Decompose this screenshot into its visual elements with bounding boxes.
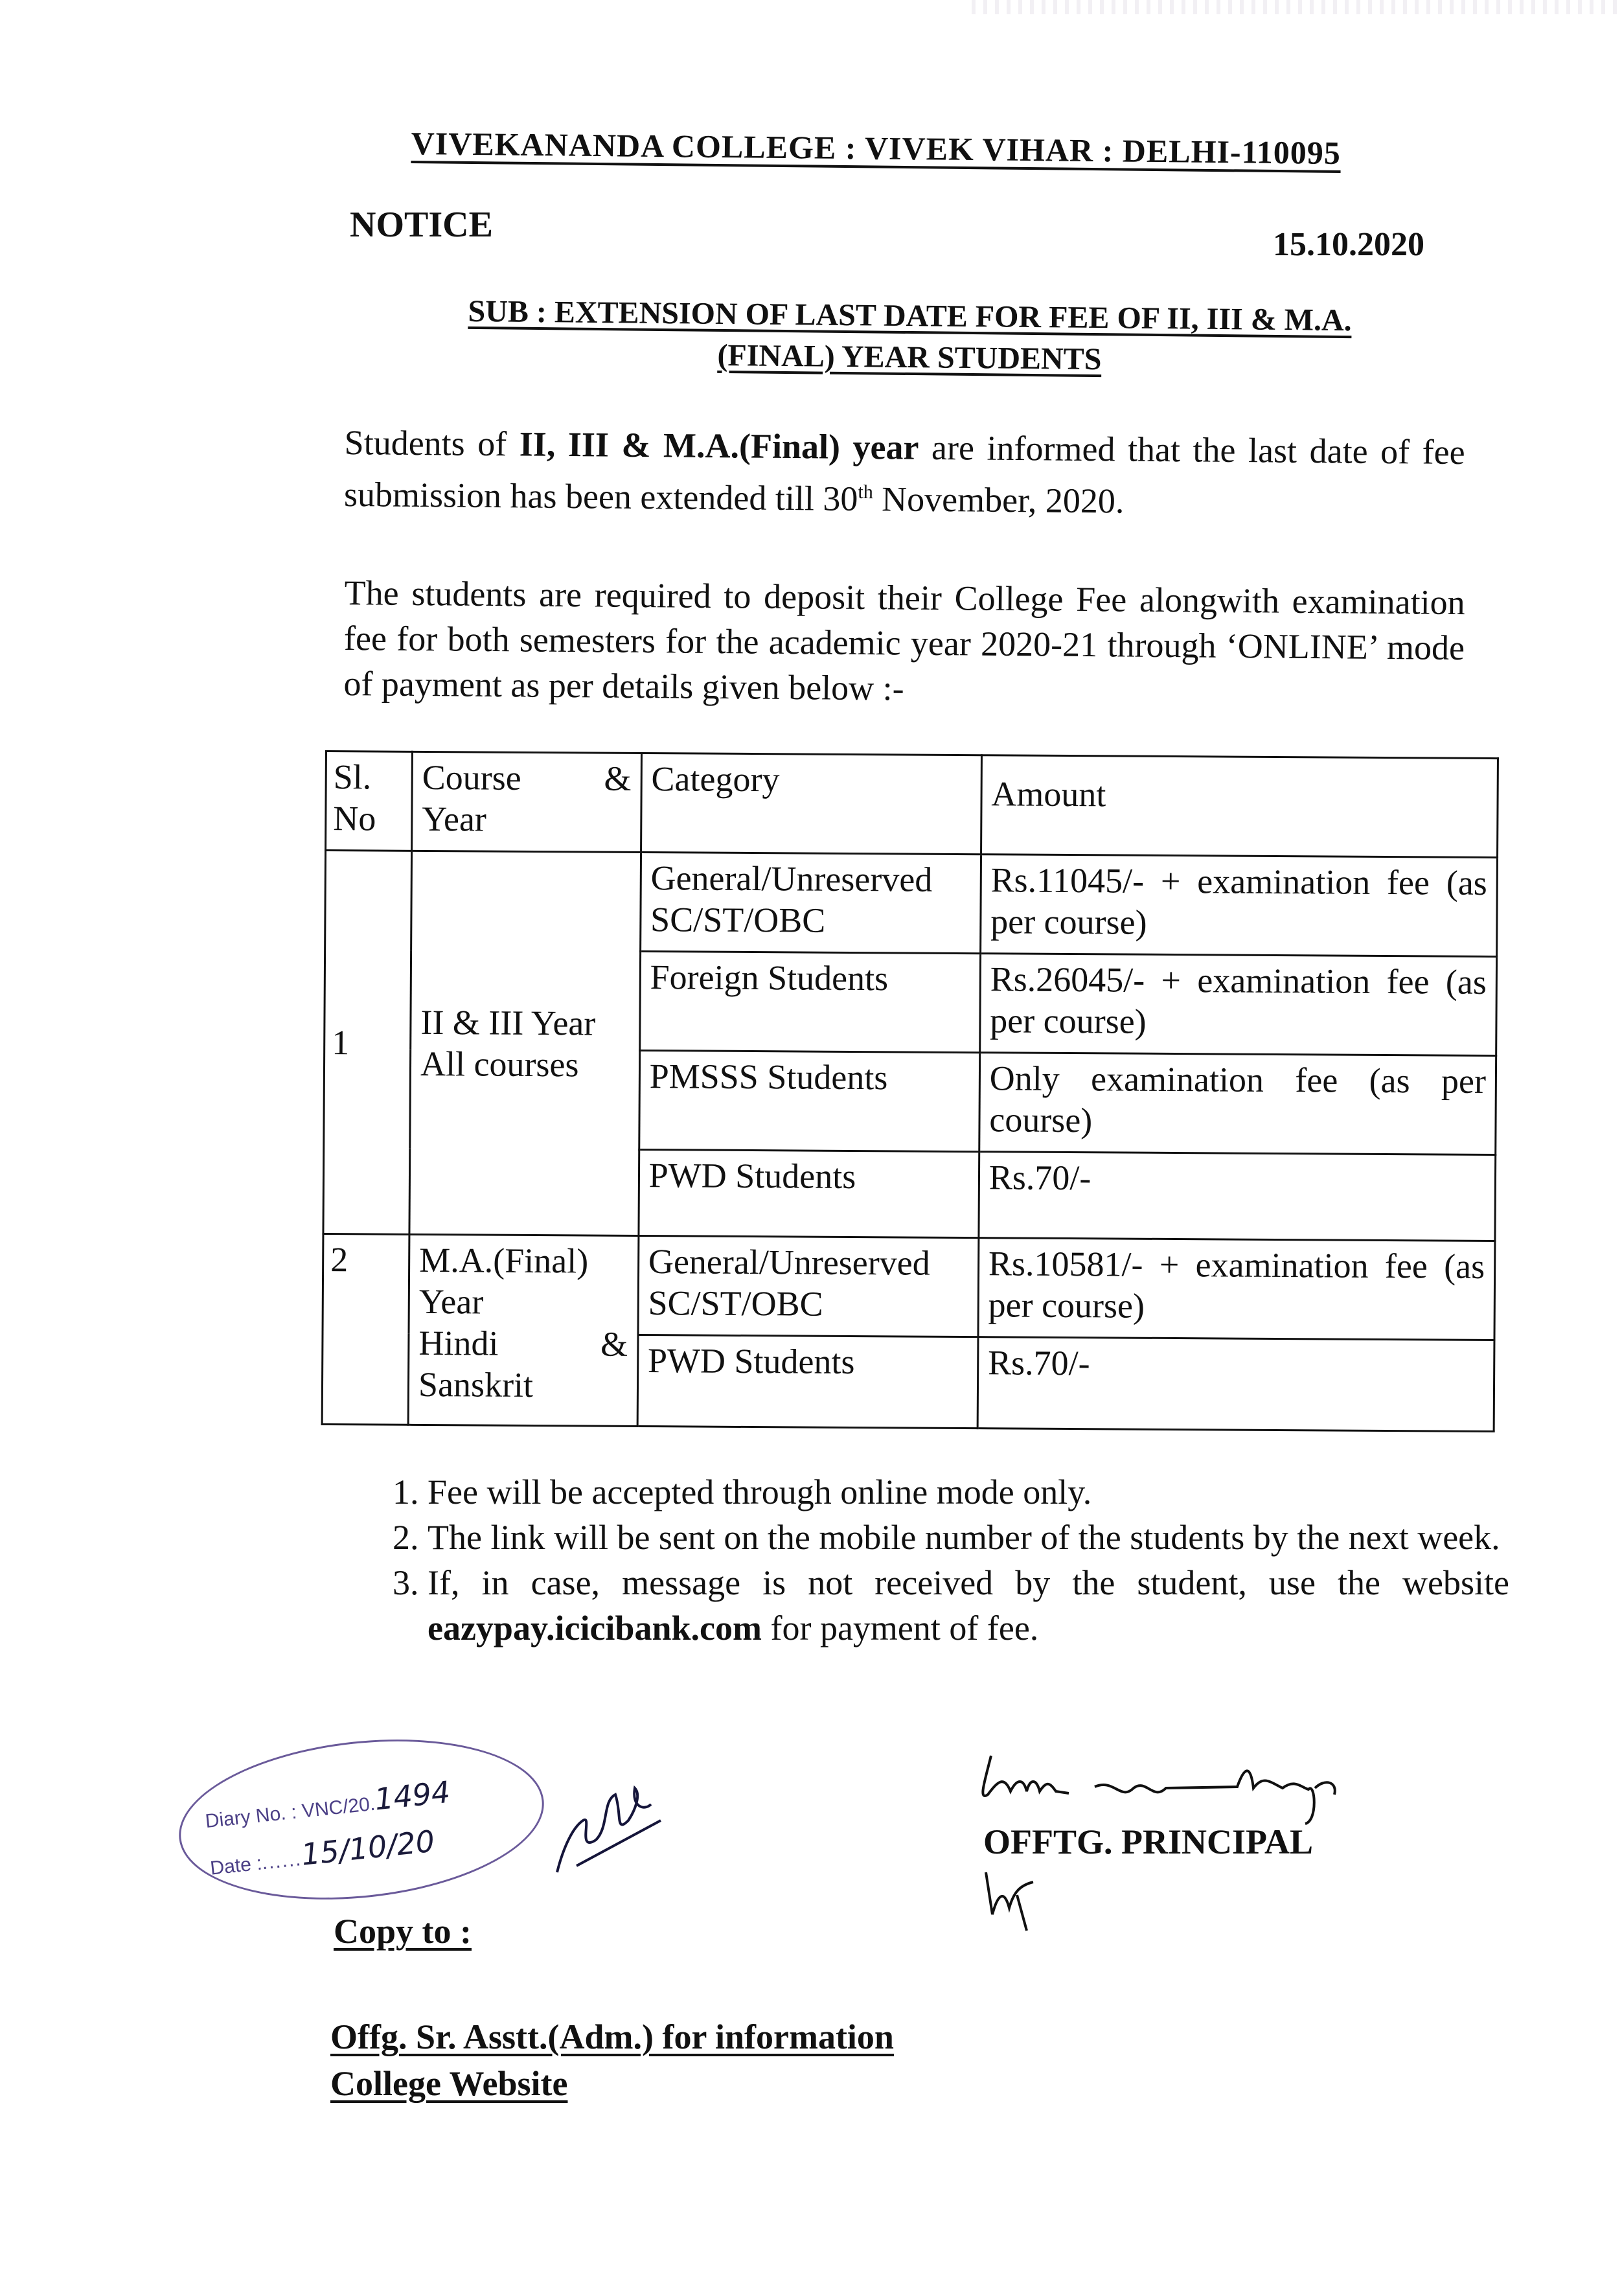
header-ampersand: & (604, 759, 632, 798)
copy-recipient: College Website (330, 2064, 568, 2103)
header-category: Category (641, 753, 981, 854)
course-cell (408, 1234, 639, 1426)
category-cell: PWD Students (639, 1149, 979, 1237)
course-cell (409, 851, 641, 1235)
table-row (325, 851, 1498, 957)
principal-signature-icon (965, 1743, 1496, 1833)
college-heading: VIVEKANANDA COLLEGE : VIVEK VIHAR : DELHI-110095 (411, 124, 1342, 172)
note-item (428, 1560, 1509, 1651)
header-course-line1 (422, 757, 632, 799)
header-course-line2: Year (422, 799, 487, 839)
receiver-initials-icon (538, 1749, 667, 1879)
fee-table (321, 750, 1499, 1432)
date-label: Date : (209, 1852, 263, 1879)
notes-list (382, 1469, 1509, 1651)
course-line: Year (418, 1281, 484, 1322)
header-sl-no (326, 752, 413, 851)
amount-cell: Only examination fee (as per course) (979, 1053, 1496, 1155)
note-text: for payment of fee. (761, 1609, 1039, 1647)
note-item: 2. The link will be sent on the mobile number of the students by the next week. (428, 1515, 1509, 1560)
copy-recipient: Offg. Sr. Asstt.(Adm.) for information (330, 2017, 894, 2056)
category-cell: General/Unreserved SC/ST/OBC (640, 852, 981, 953)
course-line: M.A.(Final) (419, 1240, 589, 1281)
scan-artifact (972, 0, 1622, 14)
diary-label: Diary No. : VNC/20. (204, 1793, 376, 1833)
header-sl-line1: Sl. (333, 757, 372, 797)
amount-cell: Rs.26045/- + examination fee (as per course) (979, 954, 1496, 1056)
course-line: Sanskrit (418, 1364, 534, 1405)
note-text: If, in case, message is not received by the student, use the website (428, 1563, 1509, 1602)
category-cell: Foreign Students (639, 951, 980, 1052)
diary-value: 1494 (372, 1774, 452, 1817)
table-header-row (326, 752, 1498, 858)
diary-stamp (171, 1723, 552, 1916)
category-cell: General/Unreserved SC/ST/OBC (638, 1235, 979, 1337)
p1-text-bold: II, III & M.A.(Final) year (519, 424, 919, 467)
table-row (323, 1234, 1495, 1340)
course-line: II & III Year (420, 1002, 596, 1043)
course-word: Hindi (418, 1323, 499, 1363)
copy-to-label: Copy to : (334, 1912, 472, 1951)
p1-text-post: November, 2020. (873, 479, 1125, 521)
header-amount (981, 755, 1498, 858)
signatory-designation: OFFTG. PRINCIPAL (983, 1822, 1313, 1861)
subject-line: SUB : EXTENSION OF LAST DATE FOR FEE OF II, III & M.A.(FINAL) YEAR STUDENTS (468, 293, 1352, 377)
notice-date: 15.10.2020 (1273, 226, 1424, 263)
sl-cell: 2 (322, 1234, 409, 1425)
header-course-word: Course (422, 757, 521, 798)
date-value: 15/10/20 (299, 1823, 437, 1872)
header-sl-line2: No (333, 799, 376, 838)
note-item: 1. Fee will be accepted through online mode only. (428, 1469, 1509, 1515)
paragraph-extension (344, 420, 1465, 527)
copy-recipients (330, 2014, 894, 2107)
p1-text-pre: Students of (344, 422, 520, 464)
header-course-year (412, 752, 642, 852)
amount-cell: Rs.11045/- + examination fee (as per course) (980, 855, 1497, 957)
initial-mark-icon (978, 1869, 1056, 1934)
amount-cell: Rs.10581/- + examination fee (as per course) (978, 1238, 1495, 1340)
header-amount-text: Amount (991, 774, 1106, 814)
category-cell: PWD Students (637, 1335, 978, 1428)
p1-superscript: th (858, 481, 873, 503)
course-line (418, 1322, 628, 1365)
p1-text-mid: are informed that the last date of fee submission has been extended till 30 (343, 428, 1465, 518)
amount-cell: Rs.70/- (977, 1337, 1494, 1432)
payment-website-link[interactable]: eazypay.icicibank.com (428, 1609, 762, 1647)
amount-cell: Rs.70/- (979, 1152, 1496, 1241)
course-line: All courses (420, 1044, 579, 1084)
course-word: & (600, 1324, 628, 1364)
diary-date-line: Date :......15/10/20 (209, 1823, 437, 1879)
paragraph-instructions: The students are required to deposit their College Fee alongwith examination fee for both semesters for the academic year 2020-21 through ‘ONLINE’ mode of payment as per details given below :- (343, 573, 1465, 708)
notice-label: NOTICE (350, 205, 493, 245)
sl-cell: 1 (323, 851, 412, 1235)
category-cell: PMSSS Students (639, 1050, 979, 1151)
